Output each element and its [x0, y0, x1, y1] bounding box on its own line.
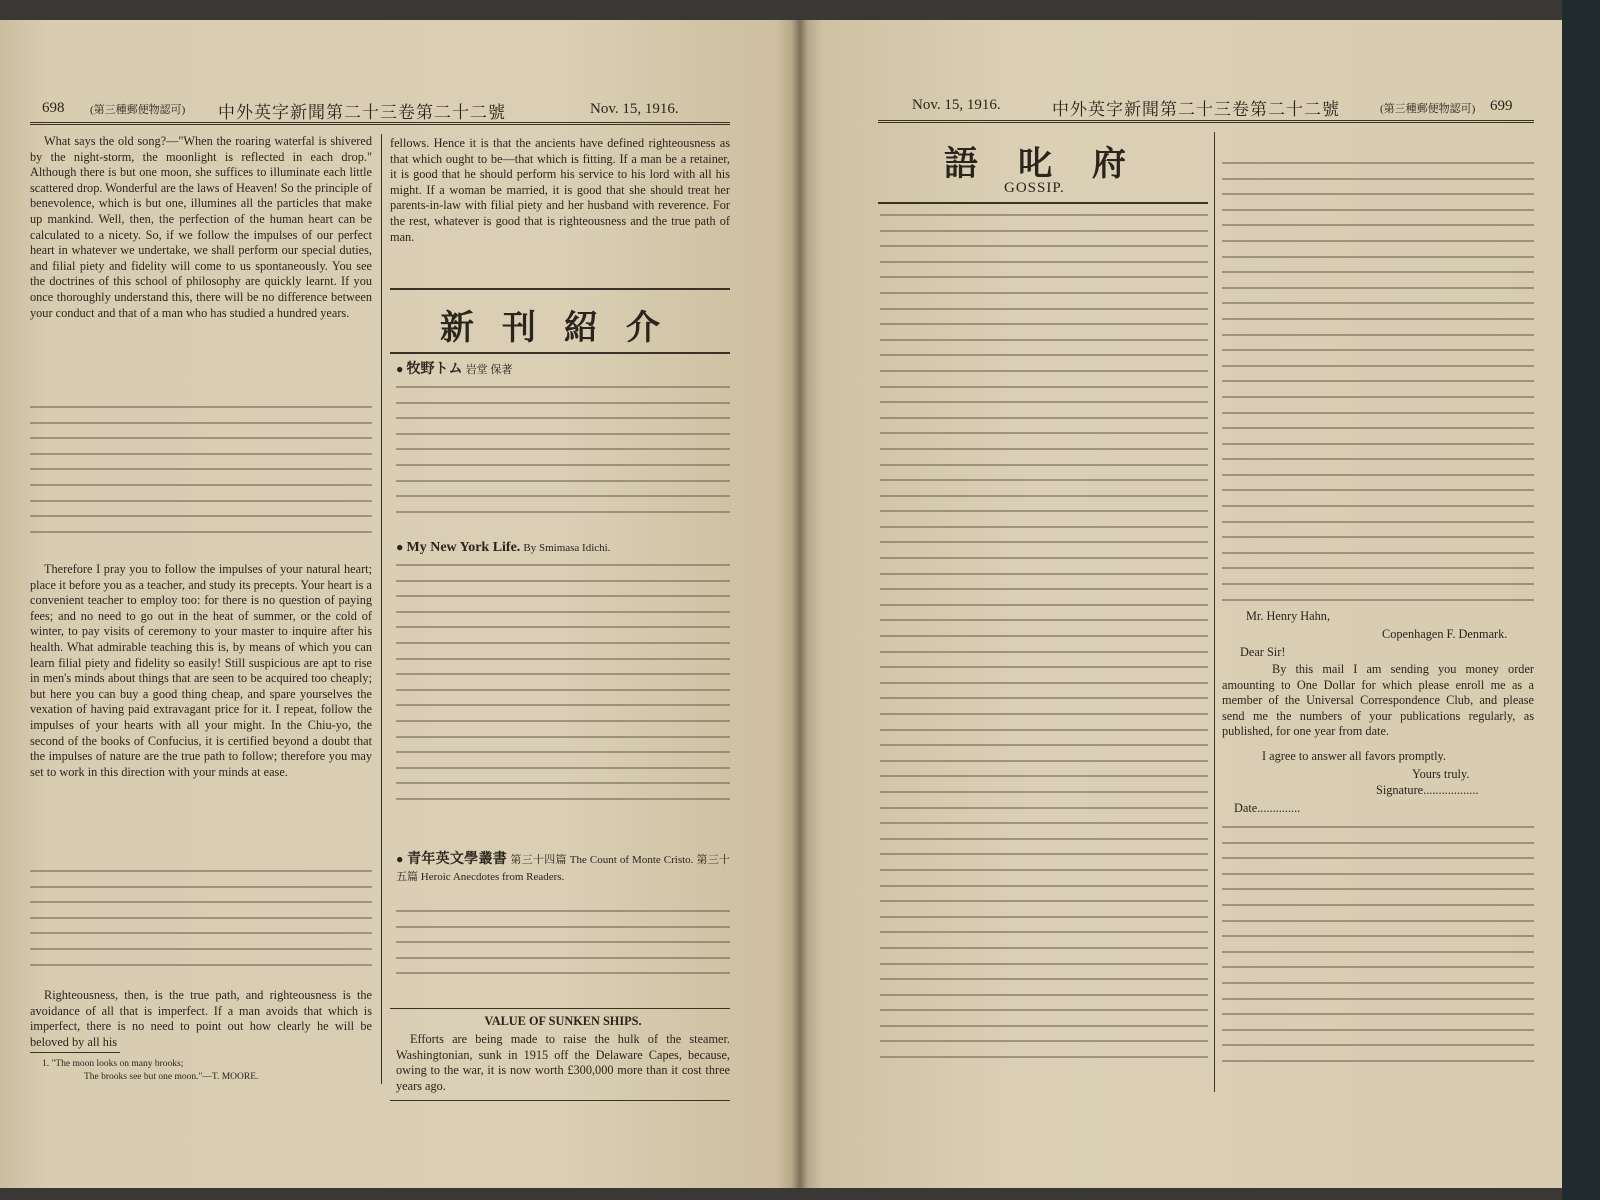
left-page-date: Nov. 15, 1916. — [590, 101, 679, 117]
review-2-heading: My New York Life. — [406, 540, 521, 555]
footnote-line-1: 1. "The moon looks on many brooks; — [42, 1059, 184, 1069]
left-col1-japanese-block — [30, 406, 372, 546]
footnote-rule — [30, 1052, 120, 1053]
review-2-japanese-body — [396, 564, 730, 814]
review-3-heading: 青年英文學叢書 — [407, 852, 508, 867]
paragraph: Therefore I pray you to follow the impulses of your natural heart; place it before you as a teacher, and study its precepts. Your heart is a convenient teacher to employ too: for there is no question of paying fees; and no need to go out in the heat of summer, or the cold of winter, to pay visits of ceremony to your master to inquire after his health. What admirable teaching this is, by means of which you can learn filial piety and fidelity so easily! Still suspicious are apt to rise in men's minds about things that are seen to be acquired too cheaply; but here you can buy a good thing cheap, and spare yourselves the vexation of having paid extravagant price for it. I repeat, follow the impulses of your hearts with all your might. In the Chiu-yo, the second of the books of Confucius, it is certified beyond a doubt that the impulses of nature are the true path to follow; therefore you may set to work in this direction with your minds at ease. — [30, 562, 372, 779]
paragraph: fellows. Hence it is that the ancients have defined righteousness as that which ought to be—that which is fitting. If a man be a retainer, it is good that he should perform his service to his lord with all his might. If a woman be married, it is good that she should treat her parents-in-law with filial piety and her husband with reverence. For the rest, whatever is good that is righteousness and the true path of man. — [390, 136, 730, 244]
letter-date: Date.............. — [1234, 801, 1301, 815]
sunken-ships-text — [396, 1032, 730, 1100]
gossip-title: 語叱府 — [944, 144, 1166, 184]
bullet-icon: ● — [396, 852, 404, 866]
paragraph: By this mail I am sending you money order amounting to One Dollar for which please enroll me as a member of the Universal Correspondence Club, and please send me the numbers of your publications regularly, as published, for one year from date. — [1222, 662, 1534, 739]
left-col1-text-bottom — [30, 988, 372, 1056]
right-header-rule — [878, 120, 1534, 123]
review-3-japanese-body — [396, 910, 730, 988]
left-page-permit: (第三種郵便物認可) — [90, 104, 186, 116]
left-page-number: 698 — [42, 100, 65, 116]
letter-salutation: Dear Sir! — [1240, 645, 1286, 659]
letter-body — [1222, 662, 1534, 746]
right-page-date: Nov. 15, 1916. — [912, 97, 1001, 113]
gossip-title-rule — [878, 202, 1208, 204]
book-spine — [792, 20, 808, 1188]
letter-agree: I agree to answer all favors promptly. — [1262, 749, 1446, 763]
section-bottom-rule — [390, 352, 730, 354]
book-cover-edge — [1562, 0, 1600, 1200]
right-page-masthead: 中外英字新聞第二十三卷第二十二號 — [1052, 100, 1340, 119]
left-column-divider — [381, 134, 382, 1084]
paragraph: Righteousness, then, is the true path, and righteousness is the avoidance of all that is imperfect. If a man avoids that which is imperfect, there is no need to point out how clearly he will be beloved by all his — [30, 988, 372, 1049]
letter-closing: Yours truly. — [1412, 767, 1470, 781]
right-page-permit: (第三種郵便物認可) — [1380, 103, 1476, 115]
left-col2-text-top — [390, 136, 730, 251]
paragraph: What says the old song?—"When the roaring waterfal is shivered by the night-storm, the moonlight is reflected in each drop." Although there is but one moon, she suffices to illuminate each little scattered drop. Wonderful are the laws of Heaven! So the principle of benevolence, which is but one, illumines all the particles that make up mankind. Well, then, the perfection of the human heart can be calculated to a nicety. So, if we follow the impulses of our perfect heart in whatever we undertake, we shall perform our special duties, and filial piety and fidelity will come to us spontaneously. You see the doctrines of this school of philosophy are quickly learnt. If you once thoroughly understand this, there will be no difference between your conduct and that of a man who has studied a hundred years. — [30, 134, 372, 320]
new-books-title: 新刊紹介 — [440, 308, 688, 348]
review-3-english: 第三十四篇 The Count of Monte Cristo. 第三十五篇 Heroic Anecdotes from Readers. — [396, 854, 731, 883]
bullet-icon: ● — [396, 540, 404, 554]
gossip-japanese-body — [880, 214, 1208, 1072]
sunken-ships-title: VALUE OF SUNKEN SHIPS. — [484, 1014, 642, 1028]
sunken-bottom-rule — [390, 1100, 730, 1101]
review-2 — [396, 540, 730, 557]
letter-recipient: Mr. Henry Hahn, — [1246, 609, 1331, 623]
left-col1-japanese-block-2 — [30, 870, 372, 979]
right-page-number: 699 — [1490, 98, 1513, 114]
letter-signature: Signature.................. — [1376, 783, 1479, 797]
right-column-divider — [1214, 132, 1215, 1092]
bullet-icon: ● — [396, 362, 404, 376]
footnote-line-2: The brooks see but one moon."—T. MOORE. — [84, 1072, 259, 1082]
letter-place: Copenhagen F. Denmark. — [1382, 627, 1508, 641]
review-1 — [396, 362, 730, 379]
review-1-heading: 牧野トム — [406, 362, 463, 377]
left-col1-text-top — [30, 134, 372, 327]
review-3 — [396, 852, 730, 885]
section-top-rule — [390, 288, 730, 290]
right-col2-japanese-top — [1222, 162, 1534, 614]
right-col2-japanese-bottom — [1222, 826, 1534, 1076]
gossip-subtitle: GOSSIP. — [1004, 180, 1065, 196]
review-2-author: By Smimasa Idichi. — [523, 542, 611, 554]
paragraph: Efforts are being made to raise the hulk of the steamer. Washingtonian, sunk in 1915 off the Delaware Capes, because, owing to the war, it is now worth £300,000 more than it cost three years ago. — [396, 1032, 730, 1093]
left-header-rule — [30, 122, 730, 125]
review-1-japanese-body — [396, 386, 730, 526]
review-1-author: 岩堂 保著 — [465, 364, 513, 376]
sunken-top-rule — [390, 1008, 730, 1009]
left-col1-text-mid — [30, 562, 372, 786]
left-page-masthead: 中外英字新聞第二十三卷第二十二號 — [218, 103, 506, 122]
